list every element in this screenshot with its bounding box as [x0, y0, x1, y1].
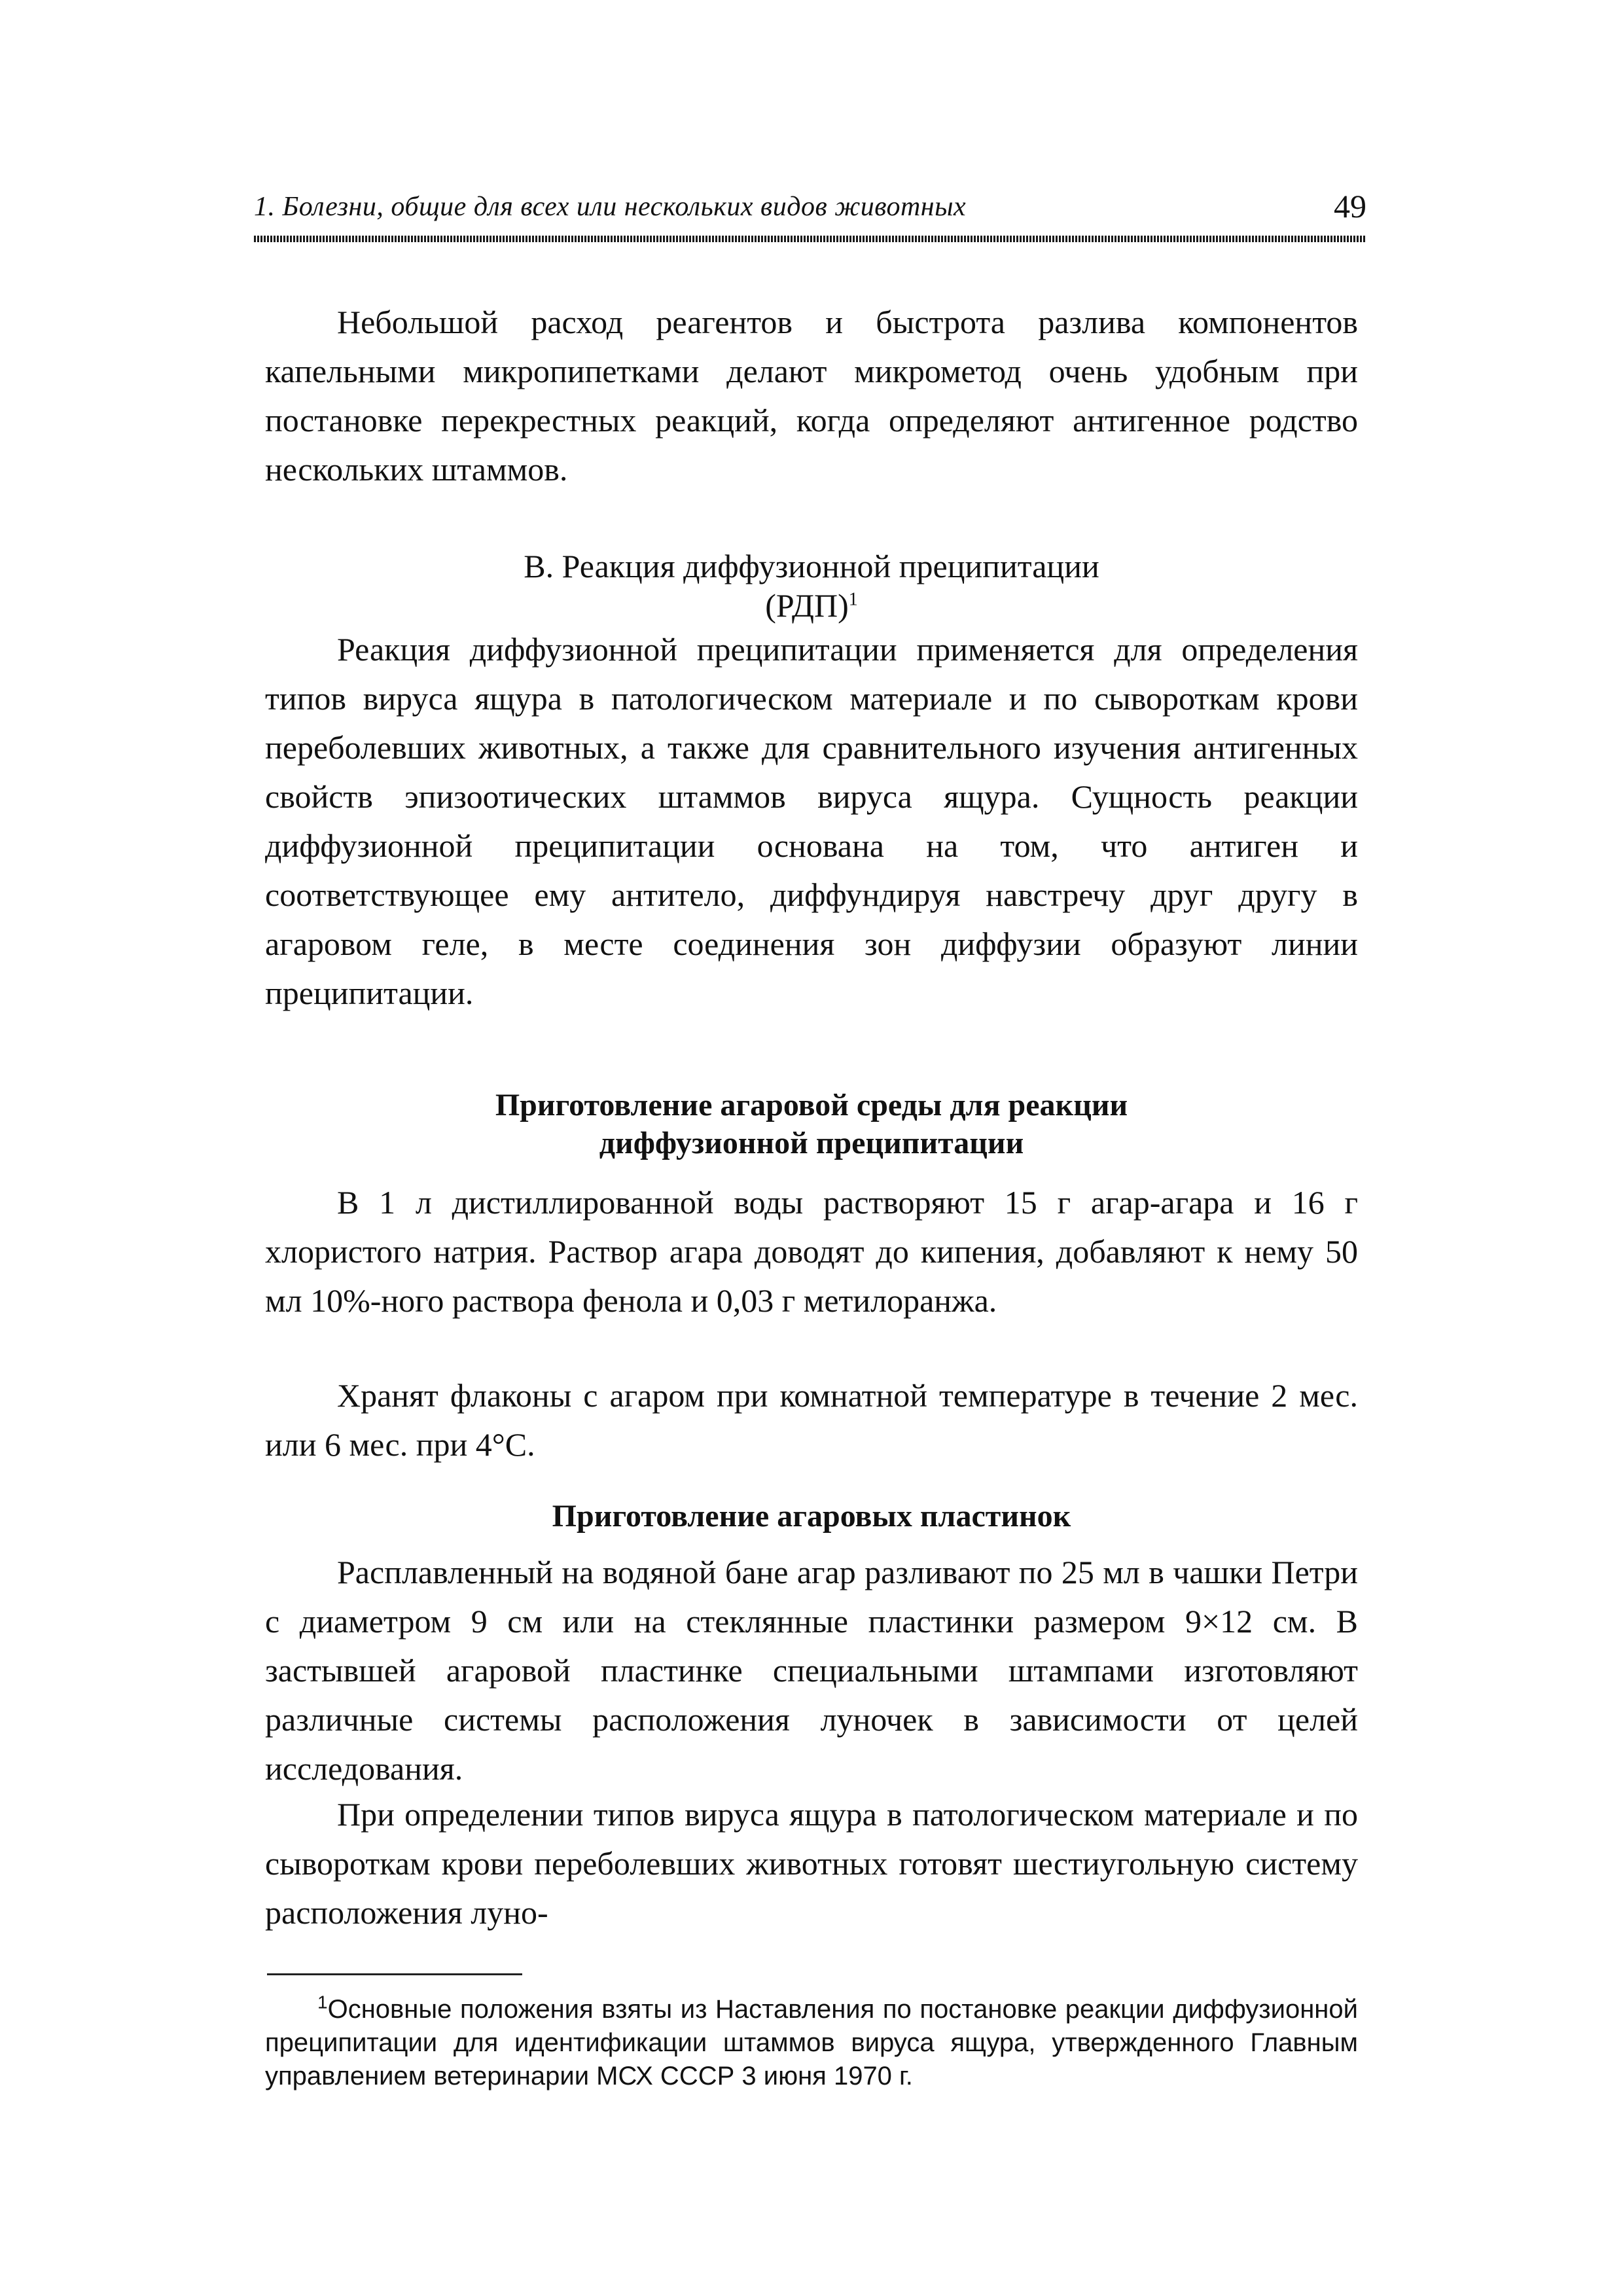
section-heading-rdp-line1: В. Реакция диффузионной преципитации: [524, 548, 1099, 584]
paragraph-intro: Небольшой расход реагентов и быстрота разлива компонентов капельными микропипетками делают микрометод очень удобным при постановке перекрестных реакций, когда определяют антигенное родство нескольких штаммов.: [265, 304, 1358, 488]
running-head-title: 1. Болезни, общие для всех или нескольких видов животных: [254, 192, 967, 222]
footnote: [265, 1993, 1358, 2093]
subheading-agar-plates: Приготовление агаровых пластинок: [552, 1499, 1071, 1534]
paragraph-agar-storage: Хранят флаконы с агаром при комнатной температуре в течение 2 мес. или 6 мес. при 4°С.: [265, 1377, 1358, 1463]
footnote-rule: [267, 1973, 522, 1975]
running-head: [254, 188, 1366, 230]
section-heading-rdp: [265, 547, 1358, 625]
section-heading-rdp-line2: [265, 586, 1358, 625]
paragraph-agar-plates: Расплавленный на водяной бане агар разливают по 25 мл в чашки Петри с диаметром 9 см или на стеклянные пластинки размером 9×12 см. В застывшей агаровой пластинке специальными штампами изготовляют различные системы расположения луночек в зависимости от целей исследования.: [265, 1554, 1358, 1787]
header-rule: [254, 236, 1366, 242]
subheading-agar-medium-line1: Приготовление агаровой среды для реакции: [495, 1088, 1128, 1122]
footnote-reference-mark: 1: [848, 589, 858, 610]
page-number: 49: [1334, 188, 1366, 224]
paragraph-hexagonal-system: При определении типов вируса ящура в патологическом материале и по сывороткам крови переболевших животных готовят шестиугольную систему расположения луно-: [265, 1796, 1358, 1931]
paragraph-agar-preparation: В 1 л дистиллированной воды растворяют 15 г агар-агара и 16 г хлористого натрия. Раствор агара доводят до кипения, добавляют к нему 50 мл 10%-ного раствора фенола и 0,03 г метилоранжа.: [265, 1184, 1358, 1319]
section-heading-rdp-abbrev: (РДП): [765, 587, 849, 624]
footnote-text: Основные положения взяты из Наставления по постановке реакции диффузионной преципитации для идентификации штаммов вируса ящура, утвержденного Главным управлением ветеринарии МСХ СССР 3 июня 1970 г.: [265, 1995, 1358, 2090]
footnote-mark: 1: [317, 1992, 328, 2013]
paragraph-rdp-description: Реакция диффузионной преципитации применяется для определения типов вируса ящура в патологическом материале и по сывороткам крови переболевших животных, а также для сравнительного изучения антигенных свойств эпизоотических штаммов вируса ящура. Сущность реакции диффузионной преципитации основана на том, что антиген и соответствующее ему антитело, диффундируя навстречу друг другу в агаровом геле, в месте соединения зон диффузии образуют линии преципитации.: [265, 631, 1358, 1011]
subheading-agar-medium-line2: диффузионной преципитации: [599, 1126, 1024, 1160]
subheading-agar-medium: [265, 1086, 1358, 1162]
